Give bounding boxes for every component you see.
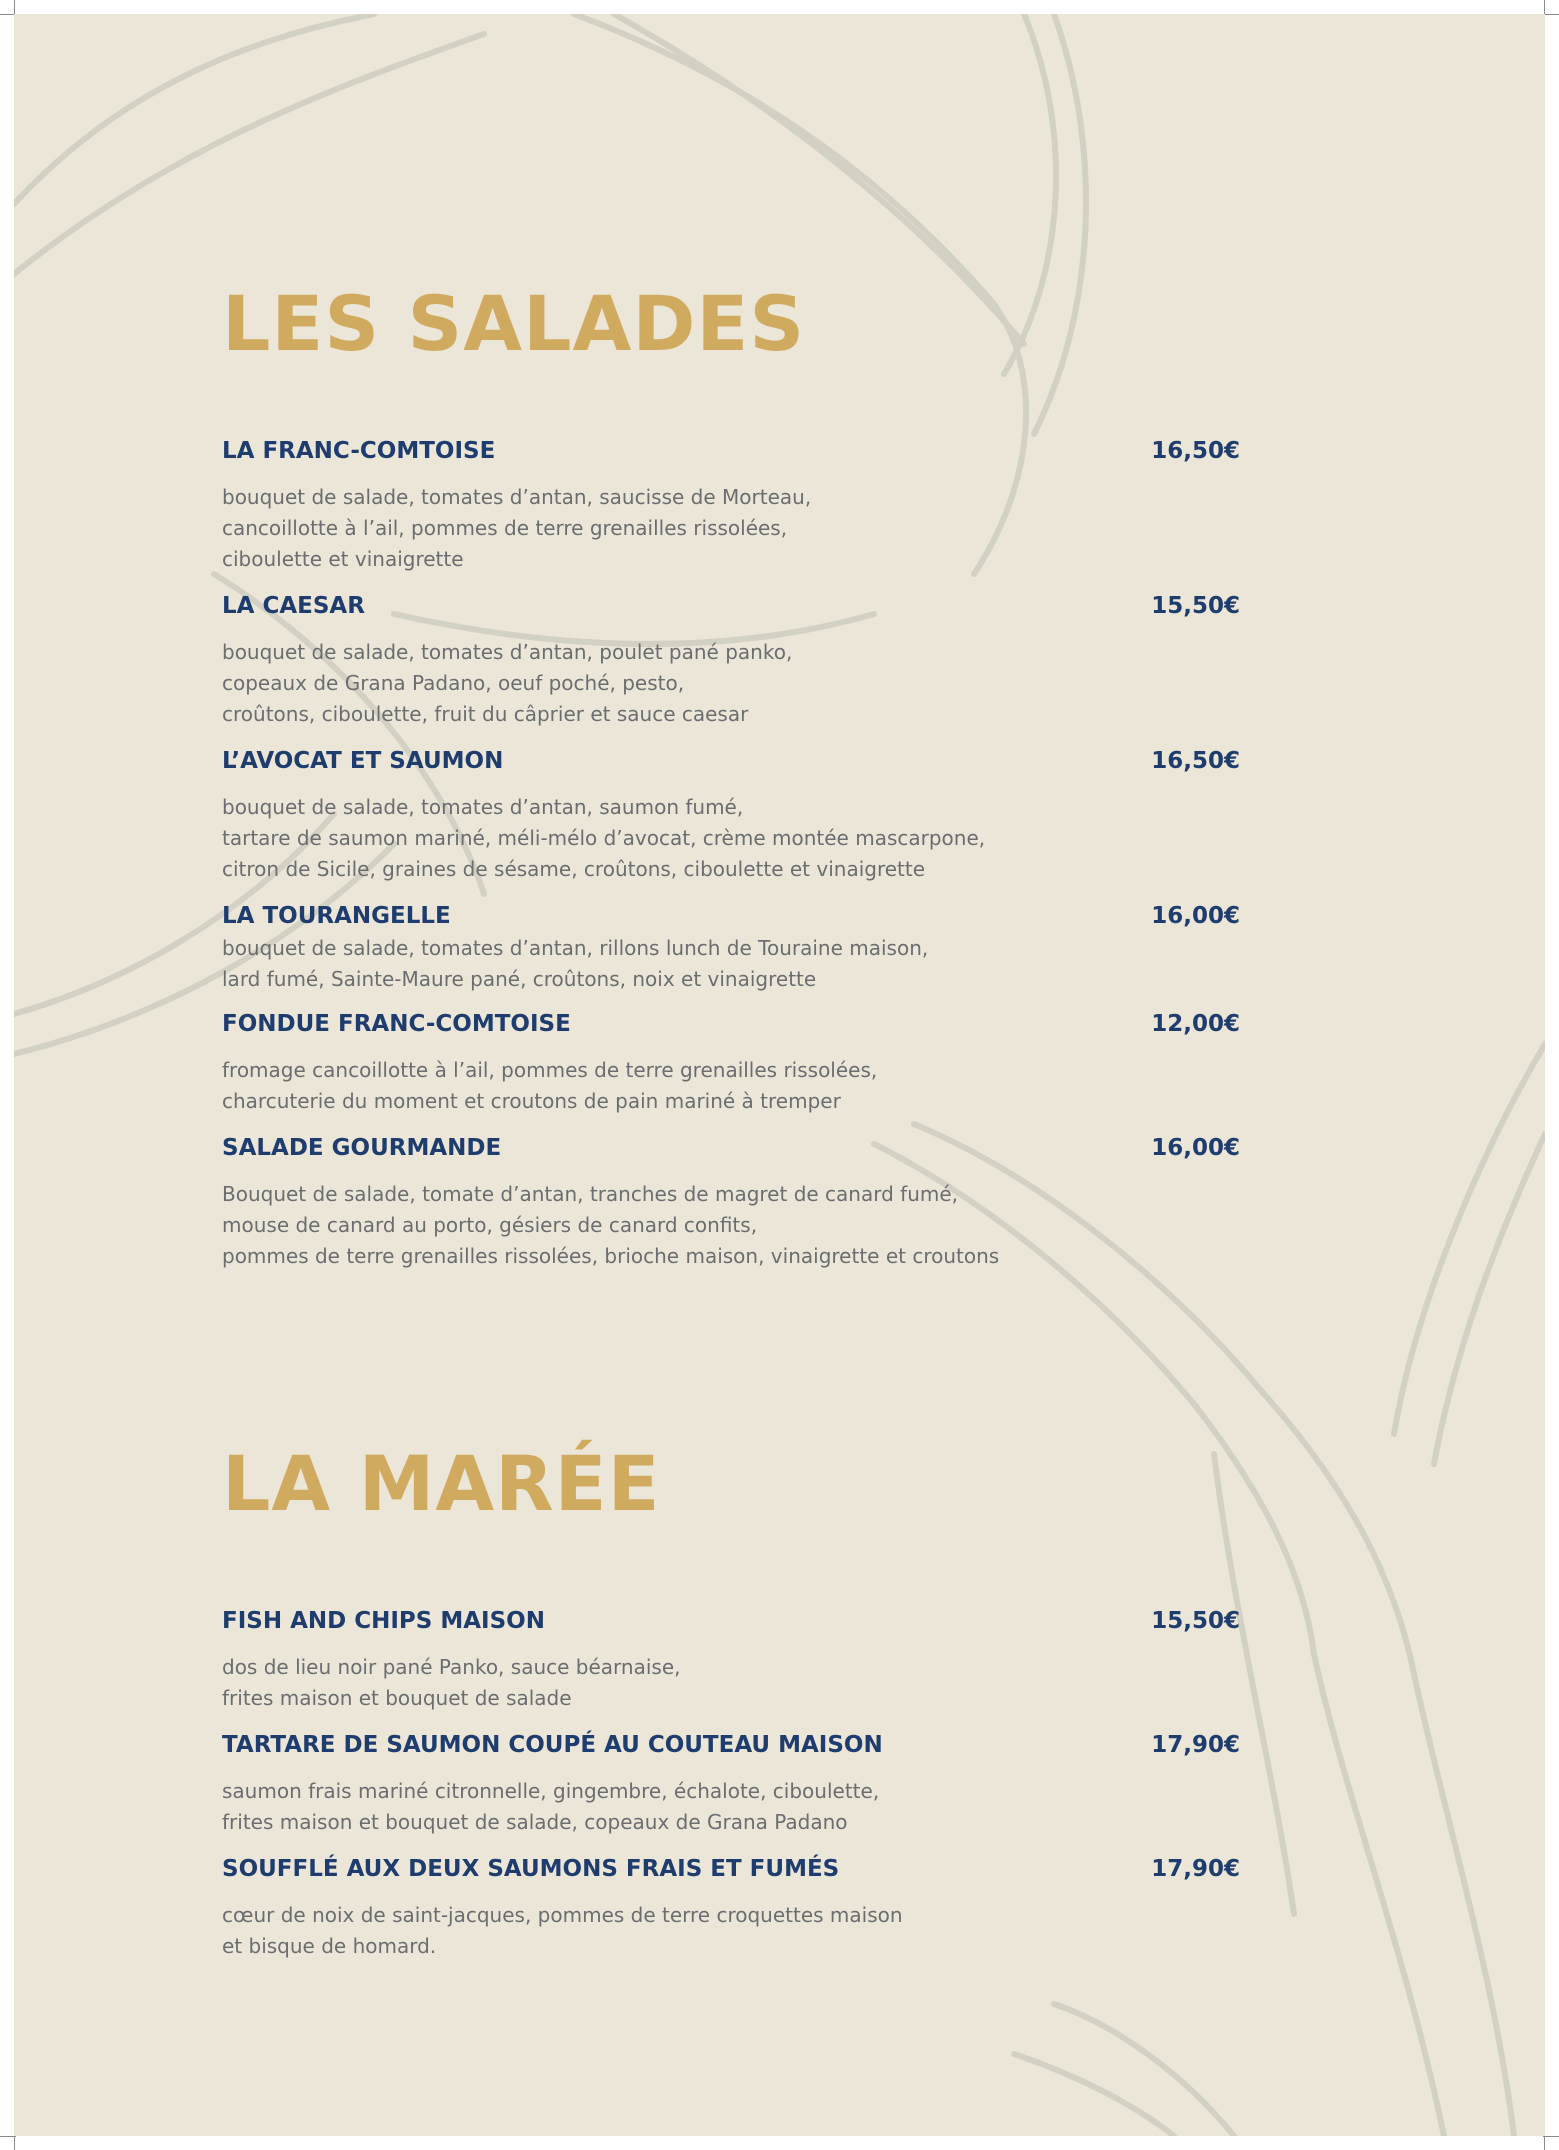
menu-item — [222, 434, 1240, 575]
item-description: dos de lieu noir pané Panko, sauce béarnaise, frites maison et bouquet de salade — [222, 1655, 681, 1710]
item-price: 16,50€ — [1151, 438, 1240, 464]
menu-page — [14, 14, 1545, 2136]
item-description: cœur de noix de saint-jacques, pommes de terre croquettes maison et bisque de homard. — [222, 1903, 903, 1958]
item-name: LA CAESAR — [222, 593, 365, 619]
item-price: 15,50€ — [1151, 1608, 1240, 1634]
item-name: L’AVOCAT ET SAUMON — [222, 748, 504, 774]
item-name: LA TOURANGELLE — [222, 903, 451, 929]
item-price: 17,90€ — [1151, 1856, 1240, 1882]
item-price: 15,50€ — [1151, 593, 1240, 619]
menu-item — [222, 589, 1240, 730]
menu-item — [222, 744, 1240, 885]
item-price: 16,50€ — [1151, 748, 1240, 774]
item-name: FONDUE FRANC-COMTOISE — [222, 1011, 571, 1037]
item-name: SALADE GOURMANDE — [222, 1135, 502, 1161]
section-title-salades: LES SALADES — [222, 279, 806, 368]
item-description: fromage cancoillotte à l’ail, pommes de terre grenailles rissolées, charcuterie du moment et croutons de pain mariné à tremper — [222, 1058, 878, 1113]
menu-item — [222, 1131, 1240, 1272]
item-name: SOUFFLÉ AUX DEUX SAUMONS FRAIS ET FUMÉS — [222, 1856, 840, 1882]
crop-mark — [1543, 2136, 1559, 2137]
menu-item — [222, 1604, 1240, 1714]
item-price: 12,00€ — [1151, 1011, 1240, 1037]
menu-item — [222, 1007, 1240, 1117]
item-name: FISH AND CHIPS MAISON — [222, 1608, 545, 1634]
item-description: bouquet de salade, tomates d’antan, rillons lunch de Touraine maison, lard fumé, Sainte-Maure pané, croûtons, noix et vinaigrette — [222, 936, 929, 991]
item-description: bouquet de salade, tomates d’antan, saumon fumé, tartare de saumon mariné, méli-mélo d’avocat, crème montée mascarpone, citron de Sicile, graines de sésame, croûtons, ciboulette et vinaigrette — [222, 795, 986, 881]
menu-item — [222, 1852, 1240, 1962]
crop-mark — [1544, 2134, 1545, 2150]
menu-item — [222, 1728, 1240, 1838]
crop-mark — [14, 2134, 15, 2150]
item-name: LA FRANC-COMTOISE — [222, 438, 496, 464]
menu-item — [222, 899, 1240, 995]
item-name: TARTARE DE SAUMON COUPÉ AU COUTEAU MAISON — [222, 1732, 883, 1758]
item-price: 17,90€ — [1151, 1732, 1240, 1758]
item-description: Bouquet de salade, tomate d’antan, tranches de magret de canard fumé, mouse de canard au porto, gésiers de canard confits, pommes de terre grenailles rissolées, brioche maison, vinaigrette et croutons — [222, 1182, 1000, 1268]
item-price: 16,00€ — [1151, 903, 1240, 929]
item-description: bouquet de salade, tomates d’antan, saucisse de Morteau, cancoillotte à l’ail, pommes de terre grenailles rissolées, ciboulette et vinaigrette — [222, 485, 812, 571]
crop-mark — [1543, 14, 1559, 15]
item-price: 16,00€ — [1151, 1135, 1240, 1161]
item-description: bouquet de salade, tomates d’antan, poulet pané panko, copeaux de Grana Padano, oeuf poché, pesto, croûtons, ciboulette, fruit du câprier et sauce caesar — [222, 640, 793, 726]
item-description: saumon frais mariné citronnelle, gingembre, échalote, ciboulette, frites maison et bouquet de salade, copeaux de Grana Padano — [222, 1779, 880, 1834]
section-title-maree: LA MARÉE — [222, 1439, 661, 1528]
